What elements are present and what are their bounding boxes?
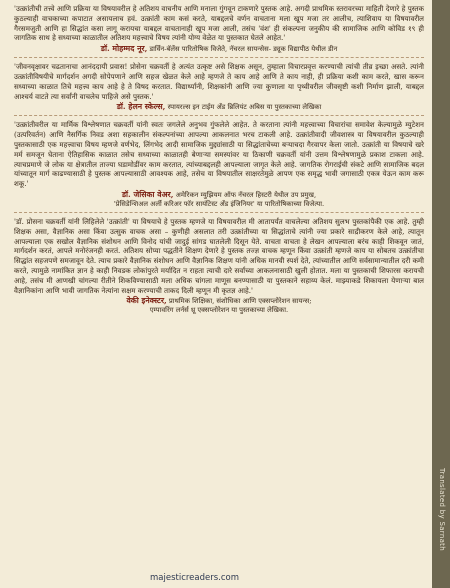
endorsement-quote: 'डॉ. प्रोसना चक्रवर्ती यांनी लिहिलेले 'उत्क्रांती' या विषयाचे हे पुस्तक म्हणजे या विषयावरील मी आतापर्यंत वाचलेल्या अतिशय सुलभ पुस्तकांपैकी एक आहे. तुम्ही शिक्षक असा, वैज्ञानिक असा किंवा उत्सुक वाचक असा – कुणीही असलात तरी उत्क्रांतीच्या या सिद्धांताचे त्यांनी ज्या प्रकारे साद्रीकरण केले आहे, त्यातून आपल्याला एक सखोल वैज्ञानिक संशोधन आणि विनोद यांची जादुई सांगड घातलेली दिसून येते. वाचता वाचता हे लेखन आपल्याला बरंच काही शिकवून जातं, मार्गदर्शन करतं, आपले मनोरंजनही करतं. अतिशय सोप्या पद्धतीने शिक्षण देणारे हे पुस्तक तज्ज्ञ वाचक म्हणून किंवा उत्क्रांती म्हणजे काय या सोबतच उत्क्रांतीचा सिद्धांत सहजपणे समजावून देते. त्याच प्रकारे वैज्ञानिक संशोधन आणि वैज्ञानिक शिक्षण यांनी अधिक मानवी स्पर्श देते, त्यांच्यातील आणि सर्वसामान्यातील दरी कमी करते, त्यामुळे नामांकित ज्ञान हे काही निवडक लोकांपुरते मर्यादित न राहता त्याची दारे सर्वांच्या आकलनासाठी खुली होतात. मला या पुस्तकाची शिफारस करायची आहे, तसंच मी आणखी चांगल्या रीतीने शिकविण्यासाठी मला अधिक चांगला माणूस बनण्यासाठी या पुस्तकाने सहाय्य केलं. माझ्याकडे शिकायला येणाऱ्या बाल वैज्ञानिकांना आणि भावी जागतिक नेत्यांना सक्षम करण्याची ताकद दिली म्हणून मी कृतज्ञ आहे.' (14, 216, 424, 295)
endorser-title: प्राथमिक शिक्षिका, संशोधिका आणि एक्सप्लोरेशन सायन्स; (168, 297, 312, 306)
endorser-title-line-2: एम्पावरिंग लर्नर्स थ्रू एक्सप्लोरेशन या पुस्तकाच्या लेखिका. (149, 306, 289, 315)
endorsements-column (14, 4, 424, 315)
endorsement-attribution (14, 296, 424, 315)
endorser-name: वेकी इनेक्स्टर, (126, 296, 167, 306)
divider (14, 115, 424, 116)
endorser-title: स्पायरल्स इन टाईम अँड ब्रिलियंट अबिस या पुस्तकाच्या लेखिका (167, 103, 322, 112)
endorser-title: अमेरिकन म्युझियम ऑफ नॅचरल हिस्टरी येथील उप प्रमुख, (175, 190, 317, 199)
endorser-name: डॉ. मोहम्मद नूर, (100, 44, 148, 54)
endorser-title-line-2: 'प्रेसिडेन्शिअल अर्ली करिअर फॉर सायंटिस्ट अँड इंजिनियर' या पारितोषिकाच्या विजेत्या. (113, 199, 325, 208)
endorser-title: डार्विन-बॅलेंस पारितोषिक विजेते, नॅचरल सायन्सेस- ड्यूक विद्यापीठ येथील डीन (149, 45, 338, 54)
endorsement-block (14, 62, 424, 112)
endorsement-attribution (14, 102, 424, 112)
endorsement-attribution (14, 190, 424, 209)
endorsement-block (14, 4, 424, 54)
endorsement-block (14, 217, 424, 315)
book-spine (432, 0, 450, 588)
endorser-name: डॉ. हेलन स्केल्स, (116, 102, 166, 112)
endorsement-quote: 'उत्क्रांतीवरील या मार्मिक विश्लेषणात चक्रवर्ती यांनी स्वतः जगलेले अनुभव गुंफलेले आहेत. ते करताना त्यांनी महत्त्वाच्या विचारांचा समावेश केल्यामुळे म्युटेशन (उत्परिवर्तन) आणि नैसर्गिक निवड अशा सहकालीन संकल्पनांच्या आपल्या आकलनात भरच टाकली आहे. उत्क्रांतीवादी जीवशास्त्र या विषयावरील कुठल्याही पुस्तकासाठी एक महत्त्वाचा विषय म्हणजे वर्णभेद, लिंगभेद आदी सामाजिक मुद्द्यांसाठी या सिद्धांताचेच्या बऱ्याचदा गैरवापर केला जातो. उत्क्रांती या विषयाचे खरे मर्म समजून घेताना ऐतिहासिक काळात तसेच सध्याच्या काळातही बेणाऱ्या समस्यांवर या ठिकाणी चक्रवर्ती यांनी उत्तम विश्लेषणामुळे प्रकाश टाकला आहे. त्याचप्रमाणे जे लोक या क्षेत्रातील ताज्या घडामोडींवर काम करतात, त्यांच्याबद्दलही आपल्याला जागृत केले आहे. जागतिक रोगराईची संकटे आणि सामाजिक बदल यांच्यातून मार्ग काढण्यासाठी हे पुस्तक आपल्यासाठी आवश्यक आहे, तसेच या विषयातील साक्षरतेमुळे आपण एक समृद्ध भावी जगासाठी एकत्र येऊन काम करू शकू.' (14, 120, 424, 189)
endorsement-block (14, 120, 424, 209)
endorsement-attribution (14, 44, 424, 54)
endorsement-quote: 'उत्क्रांतीची तत्त्वे आणि प्रक्रिया या विषयावरील हे अतिशय वाचनीय आणि मनाला गुंगवून टाकणारे पुस्तक आहे. अगदी प्राथमिक स्तरावरच्या माहिती देणारे हे पुस्तक कुठल्याही वाचकाच्या कपाटात असायलाच हवं. उत्क्रांती काम कसं करते, याबद्दलचे वर्णन वाचताना मला खूप मजा तर आलीच, त्याशिवाय या विषयावरील गैरसमजुती आणि हा सिद्धांत कसा लागू करायचा याबद्दल वाचतानाही खूप मजा आली, तसंच 'वंश' ही संकल्पना जनुकीय की सामाजिक आणि कोविड १९ ही जागतिक साथ हे सध्याच्या काळातील अतिशय महत्त्वाचे विषय त्यांनी योग्य वेळेत या पुस्तकात घेतले आहेत.' (14, 4, 424, 43)
watermark: majesticreaders.com (150, 573, 240, 583)
divider (14, 57, 424, 58)
endorser-name: डॉ. जेसिका वेअर, (121, 189, 174, 199)
endorsement-quote: 'जीवनवृक्षावर चढतानाचा आनंददायी प्रवास! प्रोसेना चक्रवर्ती हे अत्यंत उत्कृष्ट असे शिक्षक असून, तुम्हाला विचारप्रवृत्त करण्याची त्यांची तीव्र इच्छा असते. त्यांनी उत्क्रांतीविषयीचे मार्गदर्शन अगदी सोपेपणाने आणि सहज खेळत केले आहे म्हणजे ते काय आहे आणि ते काय नाही, ही प्रक्रिया कशी काम करते, खास करून सध्याच्या काळात तिचे महत्त्व काय आहे हे ते विषद करतात. विद्यार्थ्यांनी, शिक्षकांनी आणि ज्या कुणाला या पृथ्वीवरील जीवसृष्टी कशी निर्माण झाली, याबद्दल आश्चर्य वाटते त्या सर्वांनी वाचलेच पाहिजे असे पुस्तक.' (14, 62, 424, 101)
spine-credit: Translated by Sarnath (438, 468, 446, 551)
divider (14, 212, 424, 213)
